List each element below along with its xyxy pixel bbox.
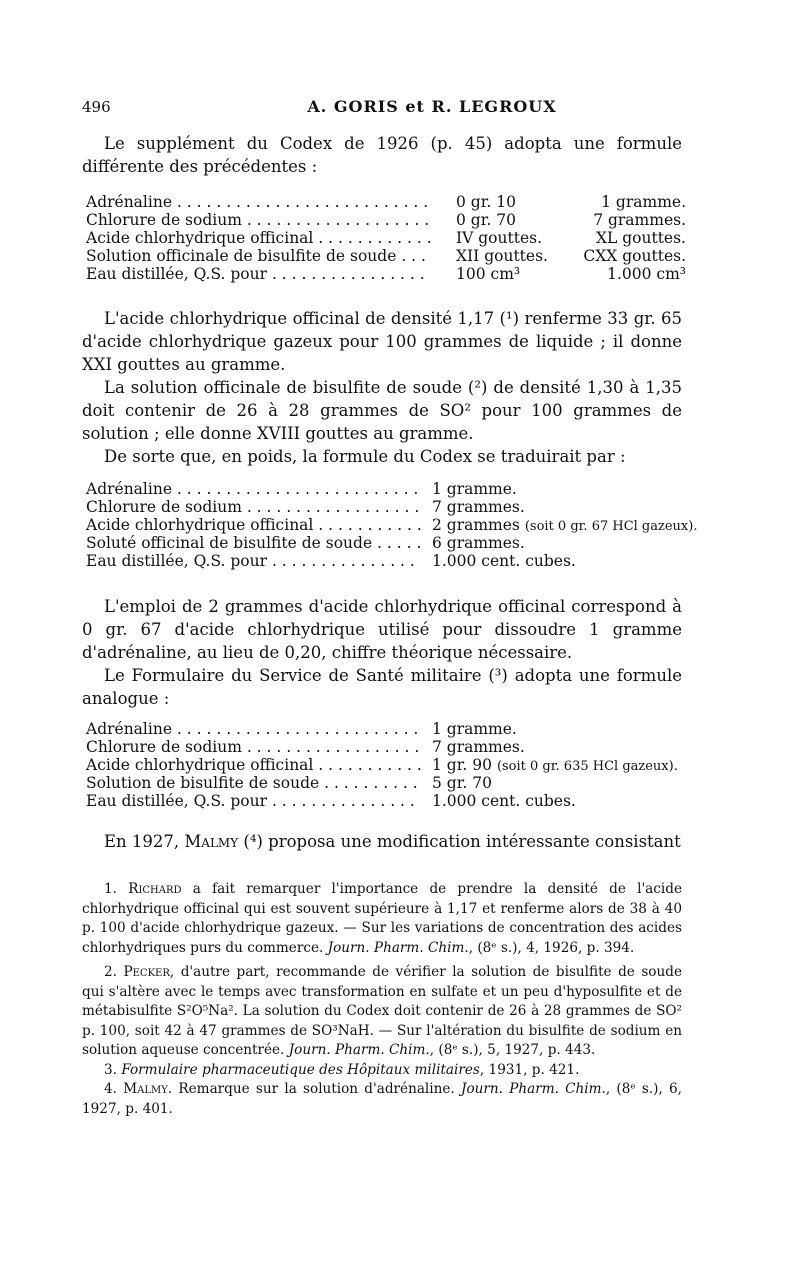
quantity: 1 gramme. <box>432 480 517 498</box>
ingredient-name: Eau distillée, Q.S. pour . . . <box>86 265 431 283</box>
table-row <box>86 247 686 265</box>
quantity: 5 gr. 70 <box>432 774 492 792</box>
quantity-small: 0 gr. 70 <box>456 211 516 229</box>
footnotes <box>82 880 682 1119</box>
quantity: 2 grammes (soit 0 gr. 67 HCl gazeux). <box>432 516 698 534</box>
table-row <box>86 211 686 229</box>
table-row <box>86 738 686 756</box>
table-row <box>86 265 686 283</box>
footnote-1: 1. Richard a fait remarquer l'importance de prendre la densité de l'acide chlorhydrique officinal qui est souvent supérieure à 1,17 et renferme alors de 38 à 40 p. 100 d'acide chlorhydrique gazeux. — Sur les variations de concentration des acides chlorhydriques purs du commerce. Journ. Pharm. Chim., (8ᵉ s.), 4, 1926, p. 394. <box>82 881 682 956</box>
ingredient-name: Eau distillée, Q.S. pour . . . <box>86 792 421 810</box>
quantity-large: 7 grammes. <box>593 211 686 229</box>
paragraph-military-formulary: Le Formulaire du Service de Santé militaire (³) adopta une formule analogue : <box>82 666 682 708</box>
page-header <box>82 98 682 122</box>
table-row <box>86 720 686 738</box>
author-name: Richard <box>128 881 182 897</box>
table-row <box>86 193 686 211</box>
paragraph-codex-weight: De sorte que, en poids, la formule du Codex se traduirait par : <box>104 447 626 466</box>
table-row <box>86 552 686 570</box>
table-row <box>86 774 686 792</box>
table-row <box>86 480 686 498</box>
table-row <box>86 756 686 774</box>
page-number: 496 <box>82 98 111 116</box>
quantity-large: 1.000 cm³ <box>607 265 686 283</box>
journal-name: Journ. Pharm. Chim. <box>288 1042 430 1058</box>
footnote-2: 2. Pecker, d'autre part, recommande de vérifier la solution de bisulfite de soude qui s'altère avec le temps avec transformation en sulfate et un peu d'hyposulfite et de métabisulfite S²O⁵Na². La solution du Codex doit contenir de 26 à 28 grammes de SO² p. 100, soit 42 à 47 grammes de SO³NaH. — Sur l'altération du bisulfite de sodium en solution aqueuse concentrée. Journ. Pharm. Chim., (8ᵉ s.), 5, 1927, p. 443. <box>82 964 682 1058</box>
quantity: 1.000 cent. cubes. <box>432 552 576 570</box>
formula-table-codex-weight <box>86 480 698 570</box>
quantity: 1 gr. 90 (soit 0 gr. 635 HCl gazeux). <box>432 756 678 774</box>
quantity-small: IV gouttes. <box>456 229 542 247</box>
author-name: Malmy <box>123 1081 168 1097</box>
quantity: 1 gramme. <box>432 720 517 738</box>
quantity-small: 0 gr. 10 <box>456 193 516 211</box>
paragraph-hcl-density: L'acide chlorhydrique officinal de densité 1,17 (¹) renferme 33 gr. 65 d'acide chlorhydrique gazeux pour 100 grammes de liquide ; il donne XXI gouttes au gramme. <box>82 309 682 374</box>
quantity-small: XII gouttes. <box>456 247 548 265</box>
quantity-small: 100 cm³ <box>456 265 521 283</box>
ingredient-name: Eau distillée, Q.S. pour . . . <box>86 552 421 570</box>
quantity-large: XL gouttes. <box>595 229 686 247</box>
quantity: 1.000 cent. cubes. <box>432 792 576 810</box>
ingredient-name: Adrénaline . . . <box>86 193 431 211</box>
formula-table-military <box>86 720 686 810</box>
table-row <box>86 498 686 516</box>
paragraph-hcl-usage: L'emploi de 2 grammes d'acide chlorhydrique officinal correspond à 0 gr. 67 d'acide chlorhydrique utilisé pour dissoudre 1 gramme d'adrénaline, au lieu de 0,20, chiffre théorique nécessaire. <box>82 597 682 662</box>
ingredient-name: Solution officinale de bisulfite de soude . . . <box>86 247 431 265</box>
ingredient-name: Acide chlorhydrique officinal . . . <box>86 756 421 774</box>
quantity: 7 grammes. <box>432 738 525 756</box>
ingredient-name: Solution de bisulfite de soude . . . <box>86 774 421 792</box>
ingredient-name: Chlorure de sodium . . . <box>86 498 421 516</box>
author-name: Pecker <box>123 964 170 980</box>
table-row <box>86 516 698 534</box>
intro-paragraph: Le supplément du Codex de 1926 (p. 45) adopta une formule différente des précédentes : <box>82 134 682 176</box>
journal-name: Journ. Pharm. Chim. <box>327 939 469 956</box>
quantity-large: 1 gramme. <box>601 193 686 211</box>
ingredient-name: Acide chlorhydrique officinal . . . <box>86 516 421 534</box>
table-row <box>86 534 686 552</box>
quantity: 6 grammes. <box>432 534 525 552</box>
journal-name: Journ. Pharm. Chim. <box>461 1081 606 1097</box>
running-title: A. GORIS et R. LEGROUX <box>307 97 557 116</box>
quantity: 7 grammes. <box>432 498 525 516</box>
quantity-large: CXX gouttes. <box>583 247 686 265</box>
table-row <box>86 229 686 247</box>
ingredient-name: Soluté officinal de bisulfite de soude . . . <box>86 534 421 552</box>
ingredient-name: Chlorure de sodium . . . <box>86 738 421 756</box>
formula-table-codex-volume <box>86 193 686 283</box>
table-row <box>86 792 686 810</box>
ingredient-name: Adrénaline . . . <box>86 480 421 498</box>
paragraph-bisulfite: La solution officinale de bisulfite de soude (²) de densité 1,30 à 1,35 doit contenir de 26 à 28 grammes de SO² pour 100 grammes de solution ; elle donne XVIII gouttes au gramme. <box>82 378 682 443</box>
ingredient-name: Acide chlorhydrique officinal . . . <box>86 229 431 247</box>
ingredient-name: Chlorure de sodium . . . <box>86 211 431 229</box>
ingredient-name: Adrénaline . . . <box>86 720 421 738</box>
paragraph-malmy: En 1927, Malmy (⁴) proposa une modification intéressante consistant <box>104 832 681 851</box>
footnote-3: 3. Formulaire pharmaceutique des Hôpitaux militaires, 1931, p. 421. <box>104 1061 580 1078</box>
author-name: Malmy <box>184 832 239 851</box>
journal-name: Formulaire pharmaceutique des Hôpitaux militaires <box>121 1061 480 1078</box>
footnote-4: 4. Malmy. Remarque sur la solution d'adrénaline. Journ. Pharm. Chim., (8ᵉ s.), 6, 1927, p. 401. <box>82 1081 682 1117</box>
